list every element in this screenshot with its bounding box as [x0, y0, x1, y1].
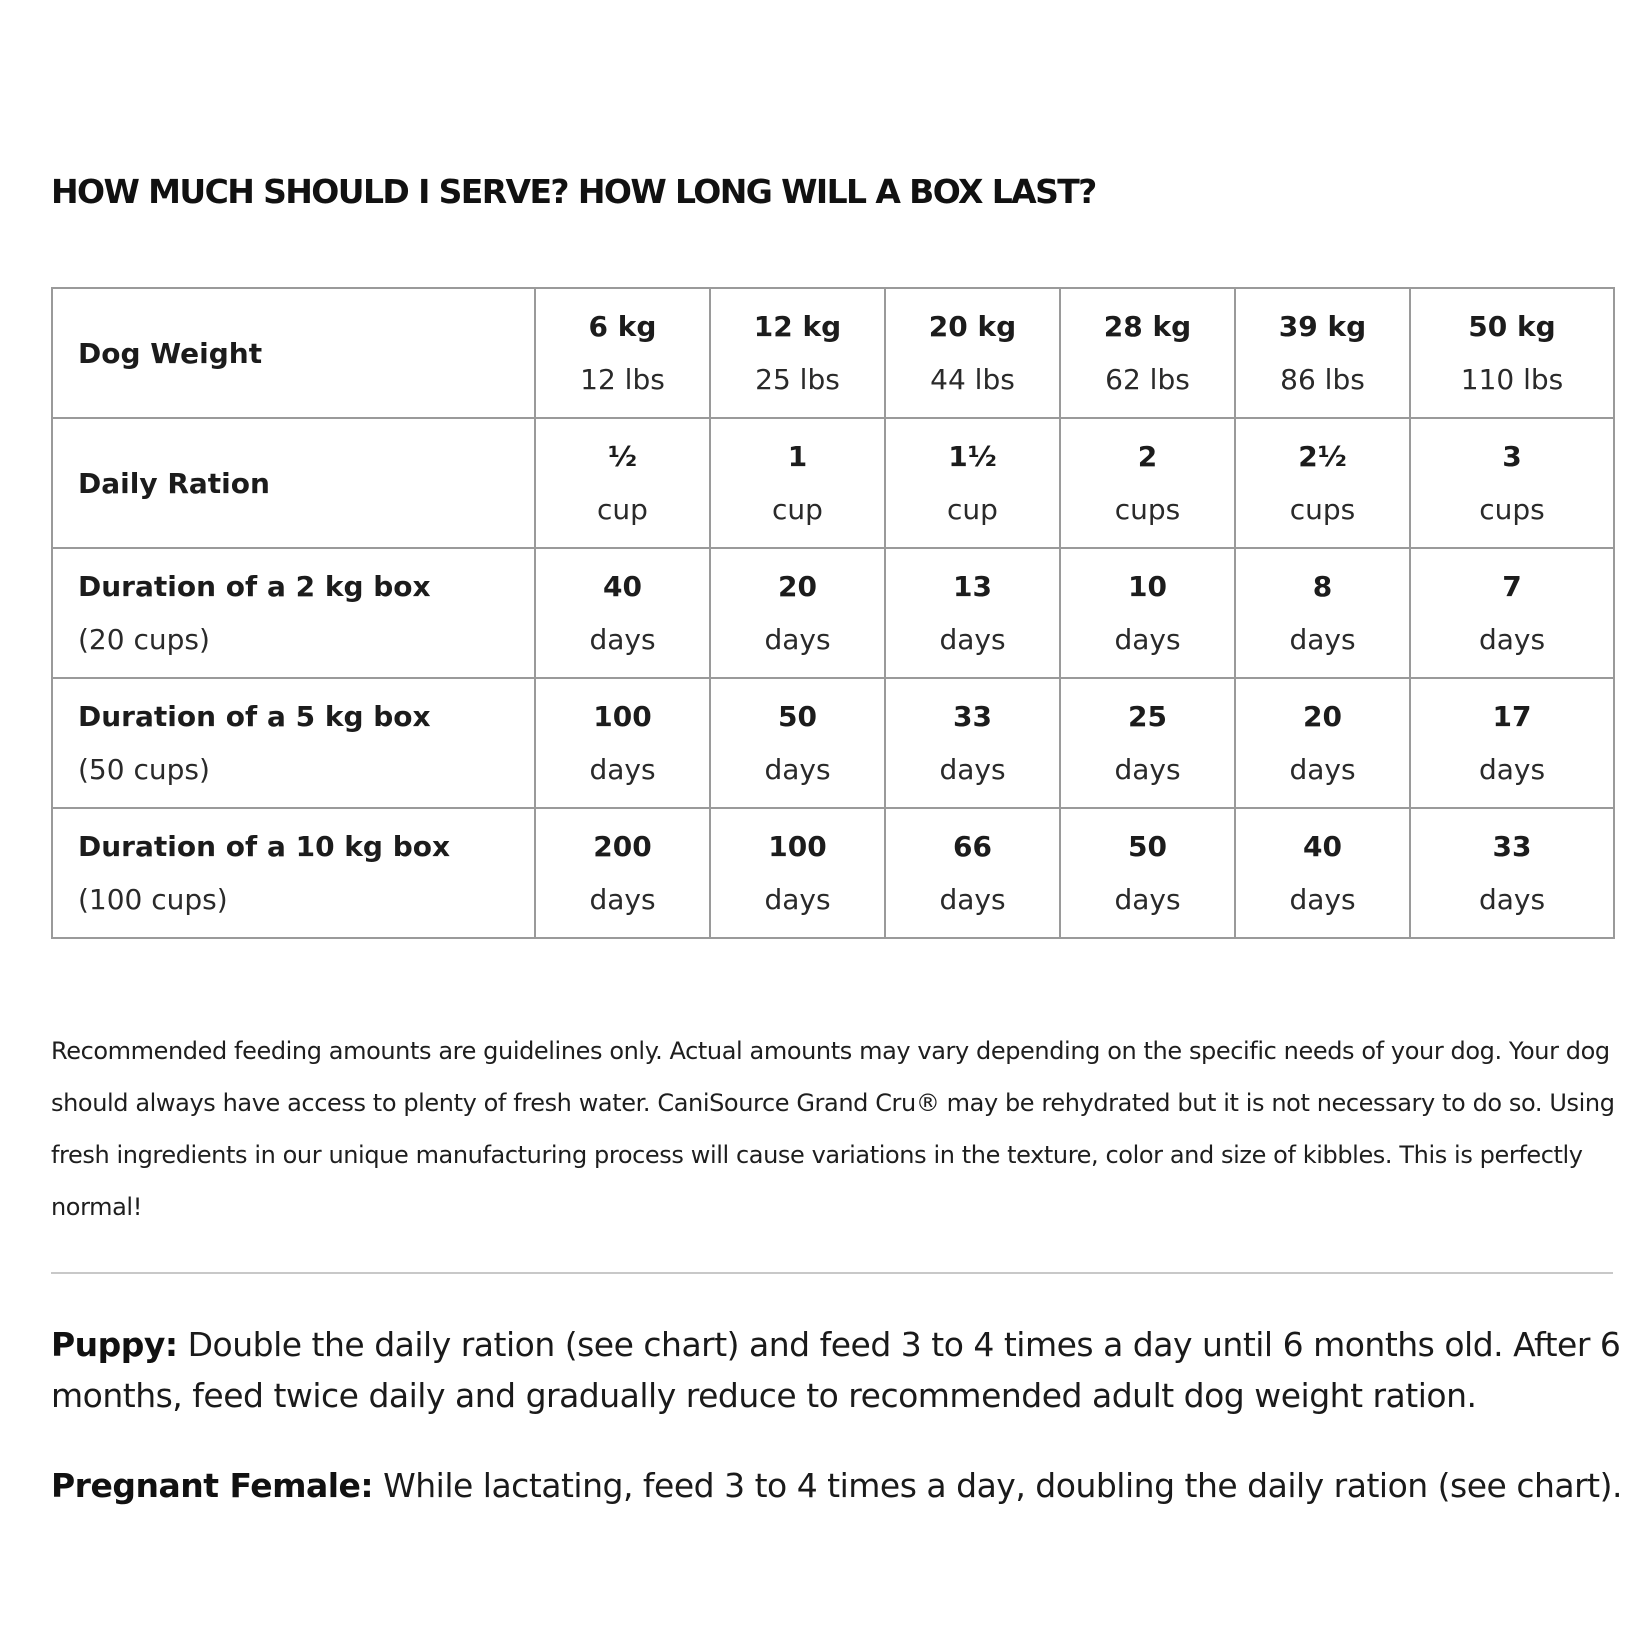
- pregnant-label: Pregnant Female:: [51, 1466, 374, 1505]
- table-cell: [1235, 288, 1410, 418]
- cell-unit: 86 lbs: [1280, 363, 1365, 396]
- cell-unit: 44 lbs: [930, 363, 1015, 396]
- cell-unit: cups: [1479, 493, 1545, 526]
- cell-value: 33: [1492, 830, 1532, 863]
- table-cell: [885, 548, 1060, 678]
- puppy-instructions: [51, 1319, 1626, 1421]
- row-label: Duration of a 2 kg box: [78, 570, 431, 603]
- cell-value: 3: [1502, 440, 1522, 473]
- cell-unit: days: [1289, 623, 1356, 656]
- table-cell: [885, 678, 1060, 808]
- table-row-dog-weight: [52, 288, 1614, 418]
- table-cell: [710, 678, 885, 808]
- table-cell: [1410, 548, 1614, 678]
- table-cell: [1410, 418, 1614, 548]
- pregnant-text: While lactating, feed 3 to 4 times a day, doubling the daily ration (see chart).: [373, 1466, 1622, 1505]
- cell-unit: days: [1478, 753, 1546, 786]
- cell-unit: days: [764, 883, 831, 916]
- row-header: [52, 418, 535, 548]
- cell-unit: cups: [1289, 493, 1356, 526]
- table-cell: [535, 808, 710, 938]
- table-cell: [1060, 288, 1235, 418]
- cell-value: 28 kg: [1103, 310, 1192, 343]
- cell-unit: cups: [1114, 493, 1181, 526]
- table-row-10kg-box: [52, 808, 1614, 938]
- cell-unit: 25 lbs: [755, 363, 840, 396]
- table-cell: [885, 808, 1060, 938]
- cell-value: 17: [1492, 700, 1532, 733]
- cell-value: 50 kg: [1468, 310, 1556, 343]
- cell-unit: days: [589, 623, 656, 656]
- cell-value: 40: [603, 570, 642, 603]
- cell-unit: cup: [772, 493, 823, 526]
- cell-value: 1½: [948, 440, 997, 473]
- page-title: HOW MUCH SHOULD I SERVE? HOW LONG WILL A BOX LAST?: [51, 172, 1096, 211]
- cell-value: 50: [1128, 830, 1167, 863]
- feeding-table: [51, 287, 1615, 939]
- pregnant-female-instructions: [51, 1460, 1626, 1511]
- cell-value: 40: [1303, 830, 1342, 863]
- cell-value: 200: [593, 830, 652, 863]
- cell-value: 20: [778, 570, 817, 603]
- table-cell: [535, 418, 710, 548]
- table-cell: [885, 418, 1060, 548]
- row-label: Duration of a 5 kg box: [78, 700, 431, 733]
- cell-unit: days: [1114, 753, 1181, 786]
- table-row-5kg-box: [52, 678, 1614, 808]
- cell-unit: days: [939, 883, 1006, 916]
- cell-unit: days: [939, 753, 1006, 786]
- puppy-label: Puppy:: [51, 1325, 178, 1364]
- table-cell: [535, 678, 710, 808]
- row-header: [52, 808, 535, 938]
- cell-value: 33: [953, 700, 992, 733]
- cell-unit: days: [1114, 623, 1181, 656]
- row-label: Duration of a 10 kg box: [78, 830, 451, 863]
- feeding-guideline-note: Recommended feeding amounts are guidelines only. Actual amounts may vary depending on the specific needs of your dog. Your dog should always have access to plenty of fresh water. CaniSource Grand Cru® may be rehydrated but it is not necessary to do so. Using fresh ingredients in our unique manufacturing process will cause variations in the texture, color and size of kibbles. This is perfectly normal!: [51, 1037, 1615, 1221]
- cell-value: 10: [1128, 570, 1167, 603]
- cell-unit: days: [764, 623, 831, 656]
- table-cell: [535, 288, 710, 418]
- cell-unit: days: [939, 623, 1006, 656]
- table-cell: [710, 808, 885, 938]
- table-cell: [1235, 418, 1410, 548]
- table-cell: [1410, 808, 1614, 938]
- divider: [51, 1272, 1613, 1274]
- row-sublabel: (100 cups): [78, 883, 228, 916]
- cell-value: 39 kg: [1278, 310, 1367, 343]
- cell-unit: 110 lbs: [1460, 363, 1564, 396]
- table-row-daily-ration: [52, 418, 1614, 548]
- table-cell: [710, 548, 885, 678]
- table-cell: [1410, 678, 1614, 808]
- cell-value: 20 kg: [928, 310, 1017, 343]
- row-sublabel: (50 cups): [78, 753, 210, 786]
- cell-unit: days: [1478, 623, 1546, 656]
- cell-value: 100: [593, 700, 652, 733]
- cell-unit: days: [1289, 883, 1356, 916]
- cell-unit: days: [589, 883, 656, 916]
- cell-unit: days: [764, 753, 831, 786]
- table-cell: [1060, 418, 1235, 548]
- table-cell: [1060, 678, 1235, 808]
- cell-value: 100: [768, 830, 827, 863]
- cell-unit: days: [589, 753, 656, 786]
- cell-unit: 12 lbs: [580, 363, 665, 396]
- table-cell: [885, 288, 1060, 418]
- cell-value: 13: [953, 570, 992, 603]
- row-sublabel: (20 cups): [78, 623, 210, 656]
- cell-unit: days: [1289, 753, 1356, 786]
- table-cell: [1235, 808, 1410, 938]
- cell-value: 50: [778, 700, 817, 733]
- table-cell: [710, 288, 885, 418]
- cell-value: 20: [1303, 700, 1342, 733]
- row-header: [52, 548, 535, 678]
- row-label: Daily Ration: [78, 466, 270, 500]
- table-cell: [535, 548, 710, 678]
- cell-unit: cup: [947, 493, 998, 526]
- cell-value: 8: [1312, 570, 1333, 603]
- table-cell: [1235, 548, 1410, 678]
- cell-value: 25: [1128, 700, 1167, 733]
- cell-value: 1: [787, 440, 808, 473]
- cell-value: 12 kg: [753, 310, 842, 343]
- cell-unit: cup: [597, 493, 648, 526]
- cell-value: 6 kg: [588, 310, 657, 343]
- cell-unit: days: [1114, 883, 1181, 916]
- row-header: [52, 678, 535, 808]
- cell-unit: days: [1478, 883, 1546, 916]
- table-cell: [1410, 288, 1614, 418]
- cell-value: 2: [1137, 440, 1158, 473]
- cell-value: 7: [1502, 570, 1522, 603]
- cell-value: ½: [608, 440, 637, 473]
- table-cell: [1060, 808, 1235, 938]
- row-label: Dog Weight: [78, 336, 263, 370]
- row-header: [52, 288, 535, 418]
- table-row-2kg-box: [52, 548, 1614, 678]
- cell-value: 2½: [1298, 440, 1347, 473]
- cell-value: 66: [953, 830, 992, 863]
- puppy-text: Double the daily ration (see chart) and feed 3 to 4 times a day until 6 months old. After 6 months, feed twice daily and gradually reduce to recommended adult dog weight ration.: [51, 1325, 1621, 1415]
- table-cell: [1060, 548, 1235, 678]
- cell-unit: 62 lbs: [1105, 363, 1190, 396]
- table-cell: [1235, 678, 1410, 808]
- table-cell: [710, 418, 885, 548]
